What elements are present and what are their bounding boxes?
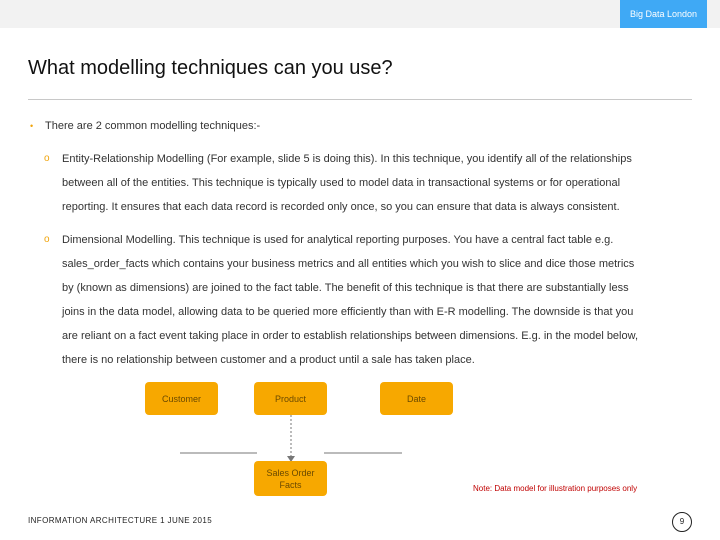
fact-label-line: Facts <box>279 479 302 490</box>
page-number: 9 <box>672 512 692 532</box>
date-box-label: Date <box>406 393 426 404</box>
text-line: sales_order_facts which contains your business metrics and all entities which you wish to slice and dice those metrics <box>62 258 635 270</box>
sales-order-facts-label <box>254 461 327 496</box>
text-line: Dimensional Modelling. This technique is used for analytical reporting purposes. You have a central fact table e.g. <box>62 234 614 246</box>
sub-bullet-marker: o <box>44 234 50 245</box>
text-line: are reliant on a fact event taking place in order to establish relationships between dimensions. E.g. in the model below, <box>62 330 639 342</box>
text-line: by (known as dimensions) are joined to the fact table. The benefit of this technique is that there are substantially less <box>62 282 629 294</box>
customer-box-label: Customer <box>161 393 201 404</box>
text-line: reporting. It ensures that each data record is recorded only once, so you can ensure that data is always consistent. <box>62 201 620 213</box>
brand-label: Big Data London <box>620 0 707 28</box>
footer-text: INFORMATION ARCHITECTURE 1 JUNE 2015 <box>28 516 213 525</box>
bullet-marker: • <box>30 121 34 131</box>
text-line: there is no relationship between customer and a product until a sale has taken place. <box>62 354 475 366</box>
diagram-note: Note: Data model for illustration purposes only <box>473 484 638 493</box>
page-title: What modelling techniques can you use? <box>28 57 393 79</box>
text-line: between all of the entities. This technique is typically used to model data in transactional systems or for operational <box>62 177 621 189</box>
main-bullet-text: There are 2 common modelling techniques:- <box>45 120 261 132</box>
text-line: Entity-Relationship Modelling (For example, slide 5 is doing this). In this technique, you identify all of the relationships <box>62 153 632 165</box>
product-box-label: Product <box>274 393 307 404</box>
text-line: joins in the data model, allowing data to be queried more efficiently than with E-R modelling. The downside is that you <box>62 306 634 318</box>
sub-bullet-marker: o <box>44 153 50 164</box>
fact-label-line: Sales Order <box>266 467 315 478</box>
